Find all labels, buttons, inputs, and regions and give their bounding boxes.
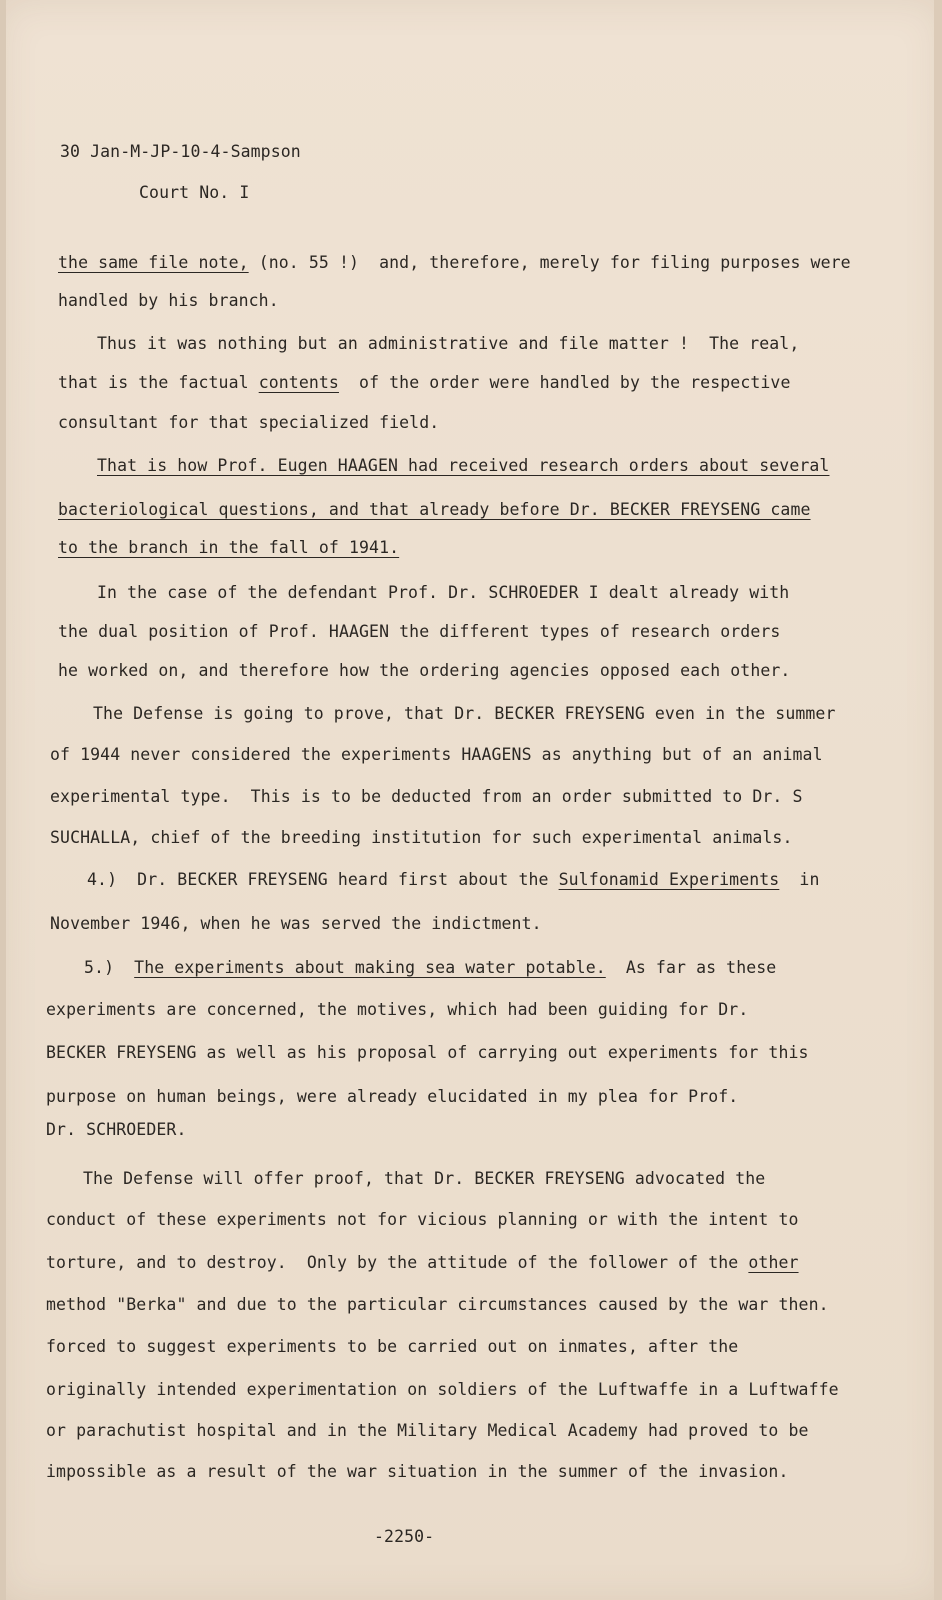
paragraph-line bbox=[58, 373, 791, 393]
text-span: 4.) Dr. BECKER FREYSENG heard first about the bbox=[87, 870, 559, 889]
paragraph-line: experimental type. This is to be deducted from an order submitted to Dr. S bbox=[50, 787, 803, 806]
paragraph-line: November 1946, when he was served the indictment. bbox=[50, 914, 542, 933]
paragraph-line: In the case of the defendant Prof. Dr. SCHROEDER I dealt already with bbox=[97, 583, 790, 602]
paragraph-line bbox=[46, 1253, 799, 1273]
paragraph-line: consultant for that specialized field. bbox=[58, 413, 440, 432]
underlined-phrase: The experiments about making sea water potable. bbox=[134, 958, 606, 977]
paragraph-line: Thus it was nothing but an administrative and file matter ! The real, bbox=[97, 334, 800, 353]
text-span: As far as these bbox=[605, 958, 777, 977]
paragraph-line: Dr. SCHROEDER. bbox=[46, 1120, 187, 1139]
paragraph-line: SUCHALLA, chief of the breeding institution for such experimental animals. bbox=[50, 828, 793, 847]
paragraph-line: or parachutist hospital and in the Military Medical Academy had proved to be bbox=[46, 1421, 809, 1440]
paragraph-line: BECKER FREYSENG as well as his proposal of carrying out experiments for this bbox=[46, 1043, 809, 1062]
paragraph-line: The Defense will offer proof, that Dr. BECKER FREYSENG advocated the bbox=[83, 1169, 766, 1188]
paragraph-line: impossible as a result of the war situation in the summer of the invasion. bbox=[46, 1462, 789, 1481]
underlined-phrase: other bbox=[748, 1253, 799, 1272]
text-span: of the order were handled by the respective bbox=[338, 373, 791, 392]
paragraph-line-underlined: to the branch in the fall of 1941. bbox=[58, 538, 400, 557]
header-court: Court No. I bbox=[139, 183, 250, 202]
paragraph-line: experiments are concerned, the motives, which had been guiding for Dr. bbox=[46, 1000, 749, 1019]
paragraph-line: purpose on human beings, were already elucidated in my plea for Prof. bbox=[46, 1087, 739, 1106]
paragraph-line: The Defense is going to prove, that Dr. BECKER FREYSENG even in the summer bbox=[93, 704, 836, 723]
paragraph-line: of 1944 never considered the experiments HAAGENS as anything but of an animal bbox=[50, 745, 823, 764]
text-span: torture, and to destroy. Only by the attitude of the follower of the bbox=[46, 1253, 749, 1272]
paragraph-line-underlined: That is how Prof. Eugen HAAGEN had received research orders about several bbox=[97, 456, 830, 475]
page-edge-left bbox=[0, 0, 6, 1600]
underlined-phrase: contents bbox=[258, 373, 339, 392]
page-edge-right bbox=[934, 0, 942, 1600]
header-reference: 30 Jan-M-JP-10-4-Sampson bbox=[60, 142, 301, 161]
text-span: that is the factual bbox=[58, 373, 259, 392]
underlined-phrase: the same file note, bbox=[58, 253, 249, 272]
paragraph-line bbox=[84, 958, 776, 978]
paragraph-line: handled by his branch. bbox=[58, 291, 279, 310]
page-number: -2250- bbox=[374, 1527, 435, 1546]
paragraph-line: the dual position of Prof. HAAGEN the different types of research orders bbox=[58, 622, 781, 641]
text-span: in bbox=[779, 870, 820, 889]
text-span: (no. 55 !) and, therefore, merely for filing purposes were bbox=[248, 253, 851, 272]
paragraph-line: conduct of these experiments not for vicious planning or with the intent to bbox=[46, 1210, 799, 1229]
paragraph-line bbox=[87, 870, 819, 890]
underlined-phrase: Sulfonamid Experiments bbox=[558, 870, 780, 889]
paragraph-line: forced to suggest experiments to be carried out on inmates, after the bbox=[46, 1337, 739, 1356]
paragraph-line-underlined: bacteriological questions, and that already before Dr. BECKER FREYSENG came bbox=[58, 500, 811, 519]
paragraph-line: originally intended experimentation on soldiers of the Luftwaffe in a Luftwaffe bbox=[46, 1380, 839, 1399]
paragraph-line: method "Berka" and due to the particular circumstances caused by the war then. bbox=[46, 1295, 829, 1314]
paragraph-line: he worked on, and therefore how the ordering agencies opposed each other. bbox=[58, 661, 791, 680]
paragraph-line bbox=[58, 253, 851, 273]
text-span: 5.) bbox=[84, 958, 135, 977]
